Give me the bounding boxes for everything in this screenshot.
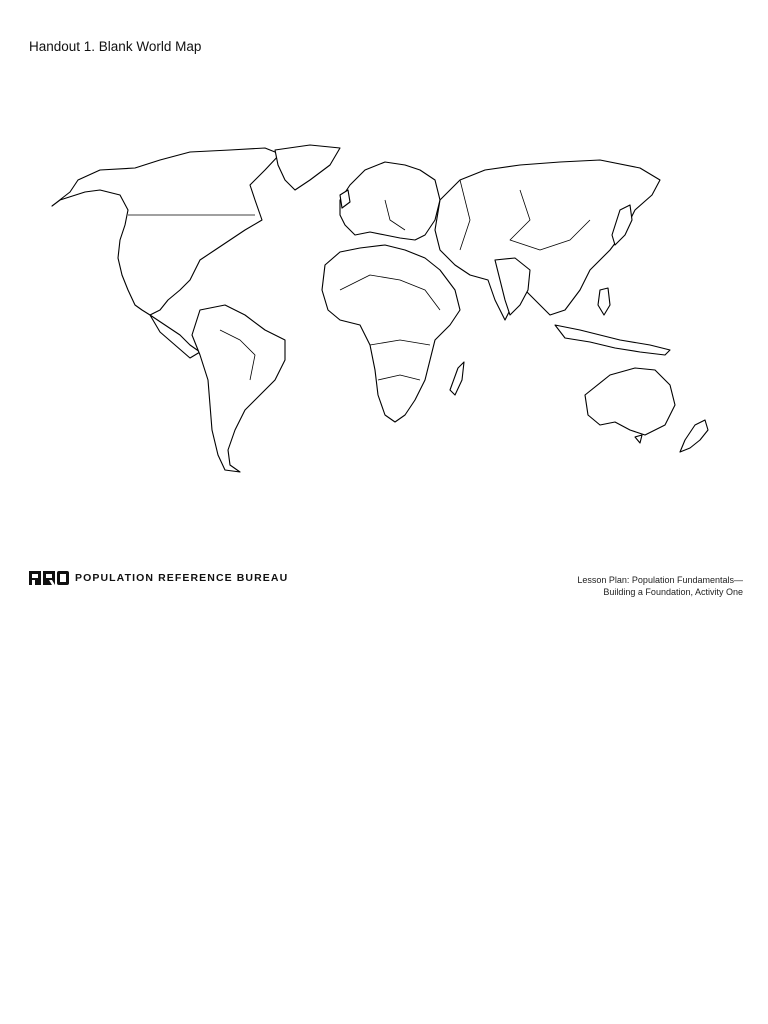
world-map	[40, 140, 740, 480]
lesson-reference	[577, 574, 743, 598]
new-zealand-outline	[680, 420, 708, 452]
lesson-line-2: Building a Foundation, Activity One	[603, 587, 743, 597]
africa-outline	[322, 245, 460, 422]
south-america-outline	[192, 305, 285, 472]
page-title: Handout 1. Blank World Map	[29, 39, 202, 54]
greenland-outline	[275, 145, 340, 190]
north-america-outline	[52, 148, 280, 315]
prb-logo	[29, 570, 288, 586]
lesson-line-1: Lesson Plan: Population Fundamentals—	[577, 575, 743, 585]
world-map-icon	[40, 140, 740, 480]
prb-logo-icon	[29, 571, 69, 585]
australia-outline	[585, 368, 675, 435]
indonesia-outline	[555, 325, 670, 355]
asia-outline	[435, 160, 660, 320]
philippines-outline	[598, 288, 610, 315]
tasmania-outline	[635, 435, 642, 443]
madagascar-outline	[450, 362, 464, 395]
organization-name: POPULATION REFERENCE BUREAU	[75, 572, 289, 584]
europe-outline	[340, 162, 440, 240]
